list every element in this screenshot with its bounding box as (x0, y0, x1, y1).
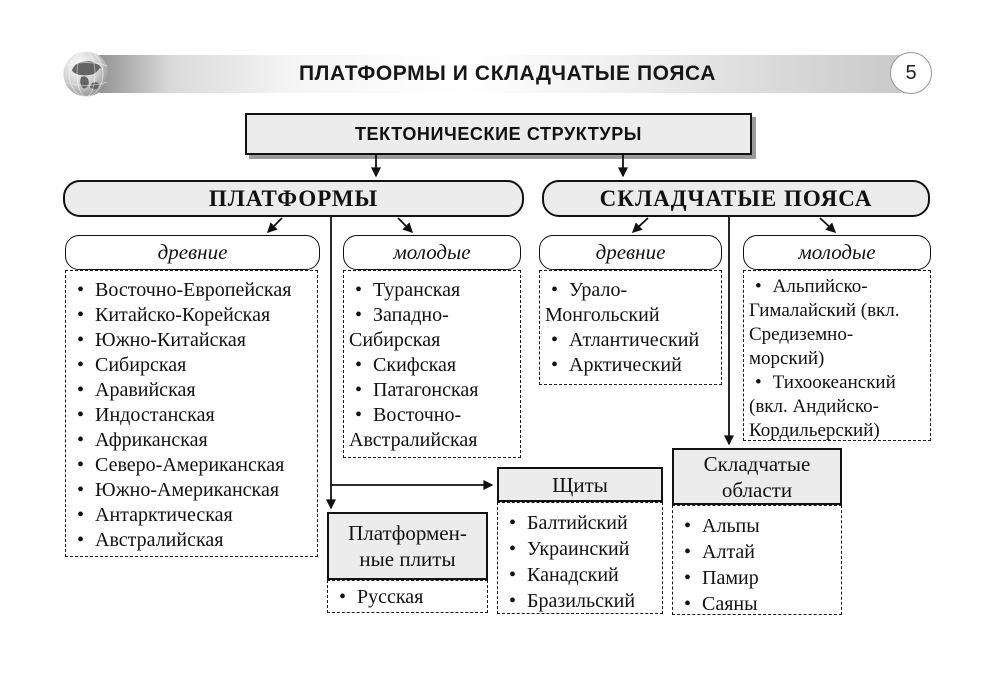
node-platform-plates-line2: ные плиты (359, 547, 456, 571)
list-item (503, 510, 658, 536)
list-item-label: Арктический (569, 354, 682, 376)
list-platforms-young (343, 270, 521, 458)
connector-line (398, 218, 412, 232)
connector-line (633, 218, 648, 232)
list-item-label: Атлантический (569, 329, 700, 351)
list-item (349, 403, 516, 453)
list-item (749, 275, 926, 371)
list-item (71, 303, 313, 328)
bullet-icon: • (755, 276, 762, 297)
list-item-label: Саяны (702, 593, 758, 615)
node-platforms: ПЛАТФОРМЫ (63, 180, 524, 217)
list-item-label: Индостанская (95, 404, 215, 426)
node-shields: Щиты (497, 467, 663, 502)
node-foldbelts-ancient: древние (539, 235, 722, 270)
list-item (71, 453, 313, 478)
list-item (333, 585, 483, 610)
list-platforms-ancient (65, 270, 318, 557)
list-item-label: Восточно-Европейская (95, 279, 292, 301)
list-item-label: Северо-Американская (95, 454, 285, 476)
list-item (71, 478, 313, 503)
list-item-label: Альпы (702, 515, 760, 537)
page-title: ПЛАТФОРМЫ И СКЛАДЧАТЫЕ ПОЯСА (298, 62, 717, 85)
node-platform-plates-line1: Платформен- (348, 521, 467, 545)
bullet-icon: • (684, 593, 692, 615)
list-item (503, 562, 658, 588)
list-item-label: Памир (702, 567, 759, 589)
list-item-label: Бразильский (527, 590, 636, 612)
list-item-label: Патагонская (373, 379, 479, 401)
list-item (503, 536, 658, 562)
list-item (71, 353, 313, 378)
list-item-label: Восточно-Австралийская (349, 404, 478, 451)
node-platform-plates (327, 512, 488, 580)
bullet-icon: • (77, 379, 85, 401)
list-item-label: Скифская (373, 354, 457, 376)
list-item (71, 428, 313, 453)
list-item (749, 371, 926, 443)
bullet-icon: • (77, 479, 85, 501)
list-item-label: Аравийская (95, 379, 196, 401)
list-item (678, 513, 837, 539)
list-item (678, 539, 837, 565)
bullet-icon: • (509, 512, 517, 534)
bullet-icon: • (355, 379, 363, 401)
list-shields (497, 502, 663, 614)
connector-line (268, 218, 282, 232)
list-item (349, 378, 516, 403)
header-bar (95, 55, 920, 93)
list-item-label: Китайско-Корейская (95, 304, 271, 326)
list-item-label: Южно-Китайская (95, 329, 246, 351)
list-item-label: Антарктическая (95, 504, 233, 526)
list-item (71, 403, 313, 428)
list-item (545, 328, 717, 353)
node-tectonic-structures: ТЕКТОНИЧЕСКИЕ СТРУКТУРЫ (245, 113, 752, 155)
bullet-icon: • (77, 504, 85, 526)
list-item-label: Урало-Монгольский (545, 279, 660, 326)
bullet-icon: • (355, 279, 363, 301)
list-item (71, 328, 313, 353)
bullet-icon: • (509, 590, 517, 612)
list-item (545, 353, 717, 378)
list-item-label: Тихоокеанский (вкл. Андийско-Кордильерский) (749, 372, 896, 441)
list-item-label: Западно-Сибирская (349, 304, 449, 351)
list-item-label: Австралийская (95, 529, 224, 551)
bullet-icon: • (551, 329, 559, 351)
list-foldbelts-ancient (539, 270, 722, 385)
list-item-label: Альпийско-Гималайский (вкл. Средиземно-морский) (749, 276, 900, 369)
list-item-label: Туранская (373, 279, 461, 301)
bullet-icon: • (355, 354, 363, 376)
list-foldbelts-young (743, 270, 931, 441)
bullet-icon: • (551, 279, 559, 301)
bullet-icon: • (684, 541, 692, 563)
list-item-label: Русская (357, 586, 424, 608)
node-platforms-ancient: древние (65, 235, 320, 270)
list-item (678, 591, 837, 617)
list-platform-plates (327, 580, 488, 613)
list-item (71, 378, 313, 403)
bullet-icon: • (339, 586, 347, 608)
page-number-badge: 5 (890, 52, 932, 94)
list-item-label: Алтай (702, 541, 756, 563)
list-item (349, 278, 516, 303)
connector-line (820, 218, 835, 232)
node-fold-regions: Складчатые области (672, 448, 842, 505)
bullet-icon: • (77, 429, 85, 451)
bullet-icon: • (755, 372, 762, 393)
list-item-label: Сибирская (95, 354, 187, 376)
list-item-label: Балтийский (527, 512, 628, 534)
bullet-icon: • (77, 454, 85, 476)
bullet-icon: • (77, 529, 85, 551)
node-platforms-young: молодые (343, 235, 521, 270)
bullet-icon: • (684, 515, 692, 537)
bullet-icon: • (77, 304, 85, 326)
bullet-icon: • (77, 404, 85, 426)
list-item (678, 565, 837, 591)
list-item-label: Канадский (527, 564, 619, 586)
list-fold-regions (672, 505, 842, 615)
list-item-label: Украинский (527, 538, 630, 560)
bullet-icon: • (355, 304, 363, 326)
list-item (71, 278, 313, 303)
bullet-icon: • (684, 567, 692, 589)
bullet-icon: • (77, 279, 85, 301)
globe-icon (62, 50, 110, 98)
list-item-label: Африканская (95, 429, 208, 451)
bullet-icon: • (509, 564, 517, 586)
list-item (71, 528, 313, 553)
list-item (349, 303, 516, 353)
bullet-icon: • (355, 404, 363, 426)
bullet-icon: • (551, 354, 559, 376)
list-item (545, 278, 717, 328)
list-item (349, 353, 516, 378)
node-foldbelts-young: молодые (743, 235, 931, 270)
list-item (71, 503, 313, 528)
list-item-label: Южно-Американская (95, 479, 280, 501)
node-fold-belts: СКЛАДЧАТЫЕ ПОЯСА (542, 180, 930, 217)
bullet-icon: • (509, 538, 517, 560)
bullet-icon: • (77, 354, 85, 376)
list-item (503, 588, 658, 614)
bullet-icon: • (77, 329, 85, 351)
